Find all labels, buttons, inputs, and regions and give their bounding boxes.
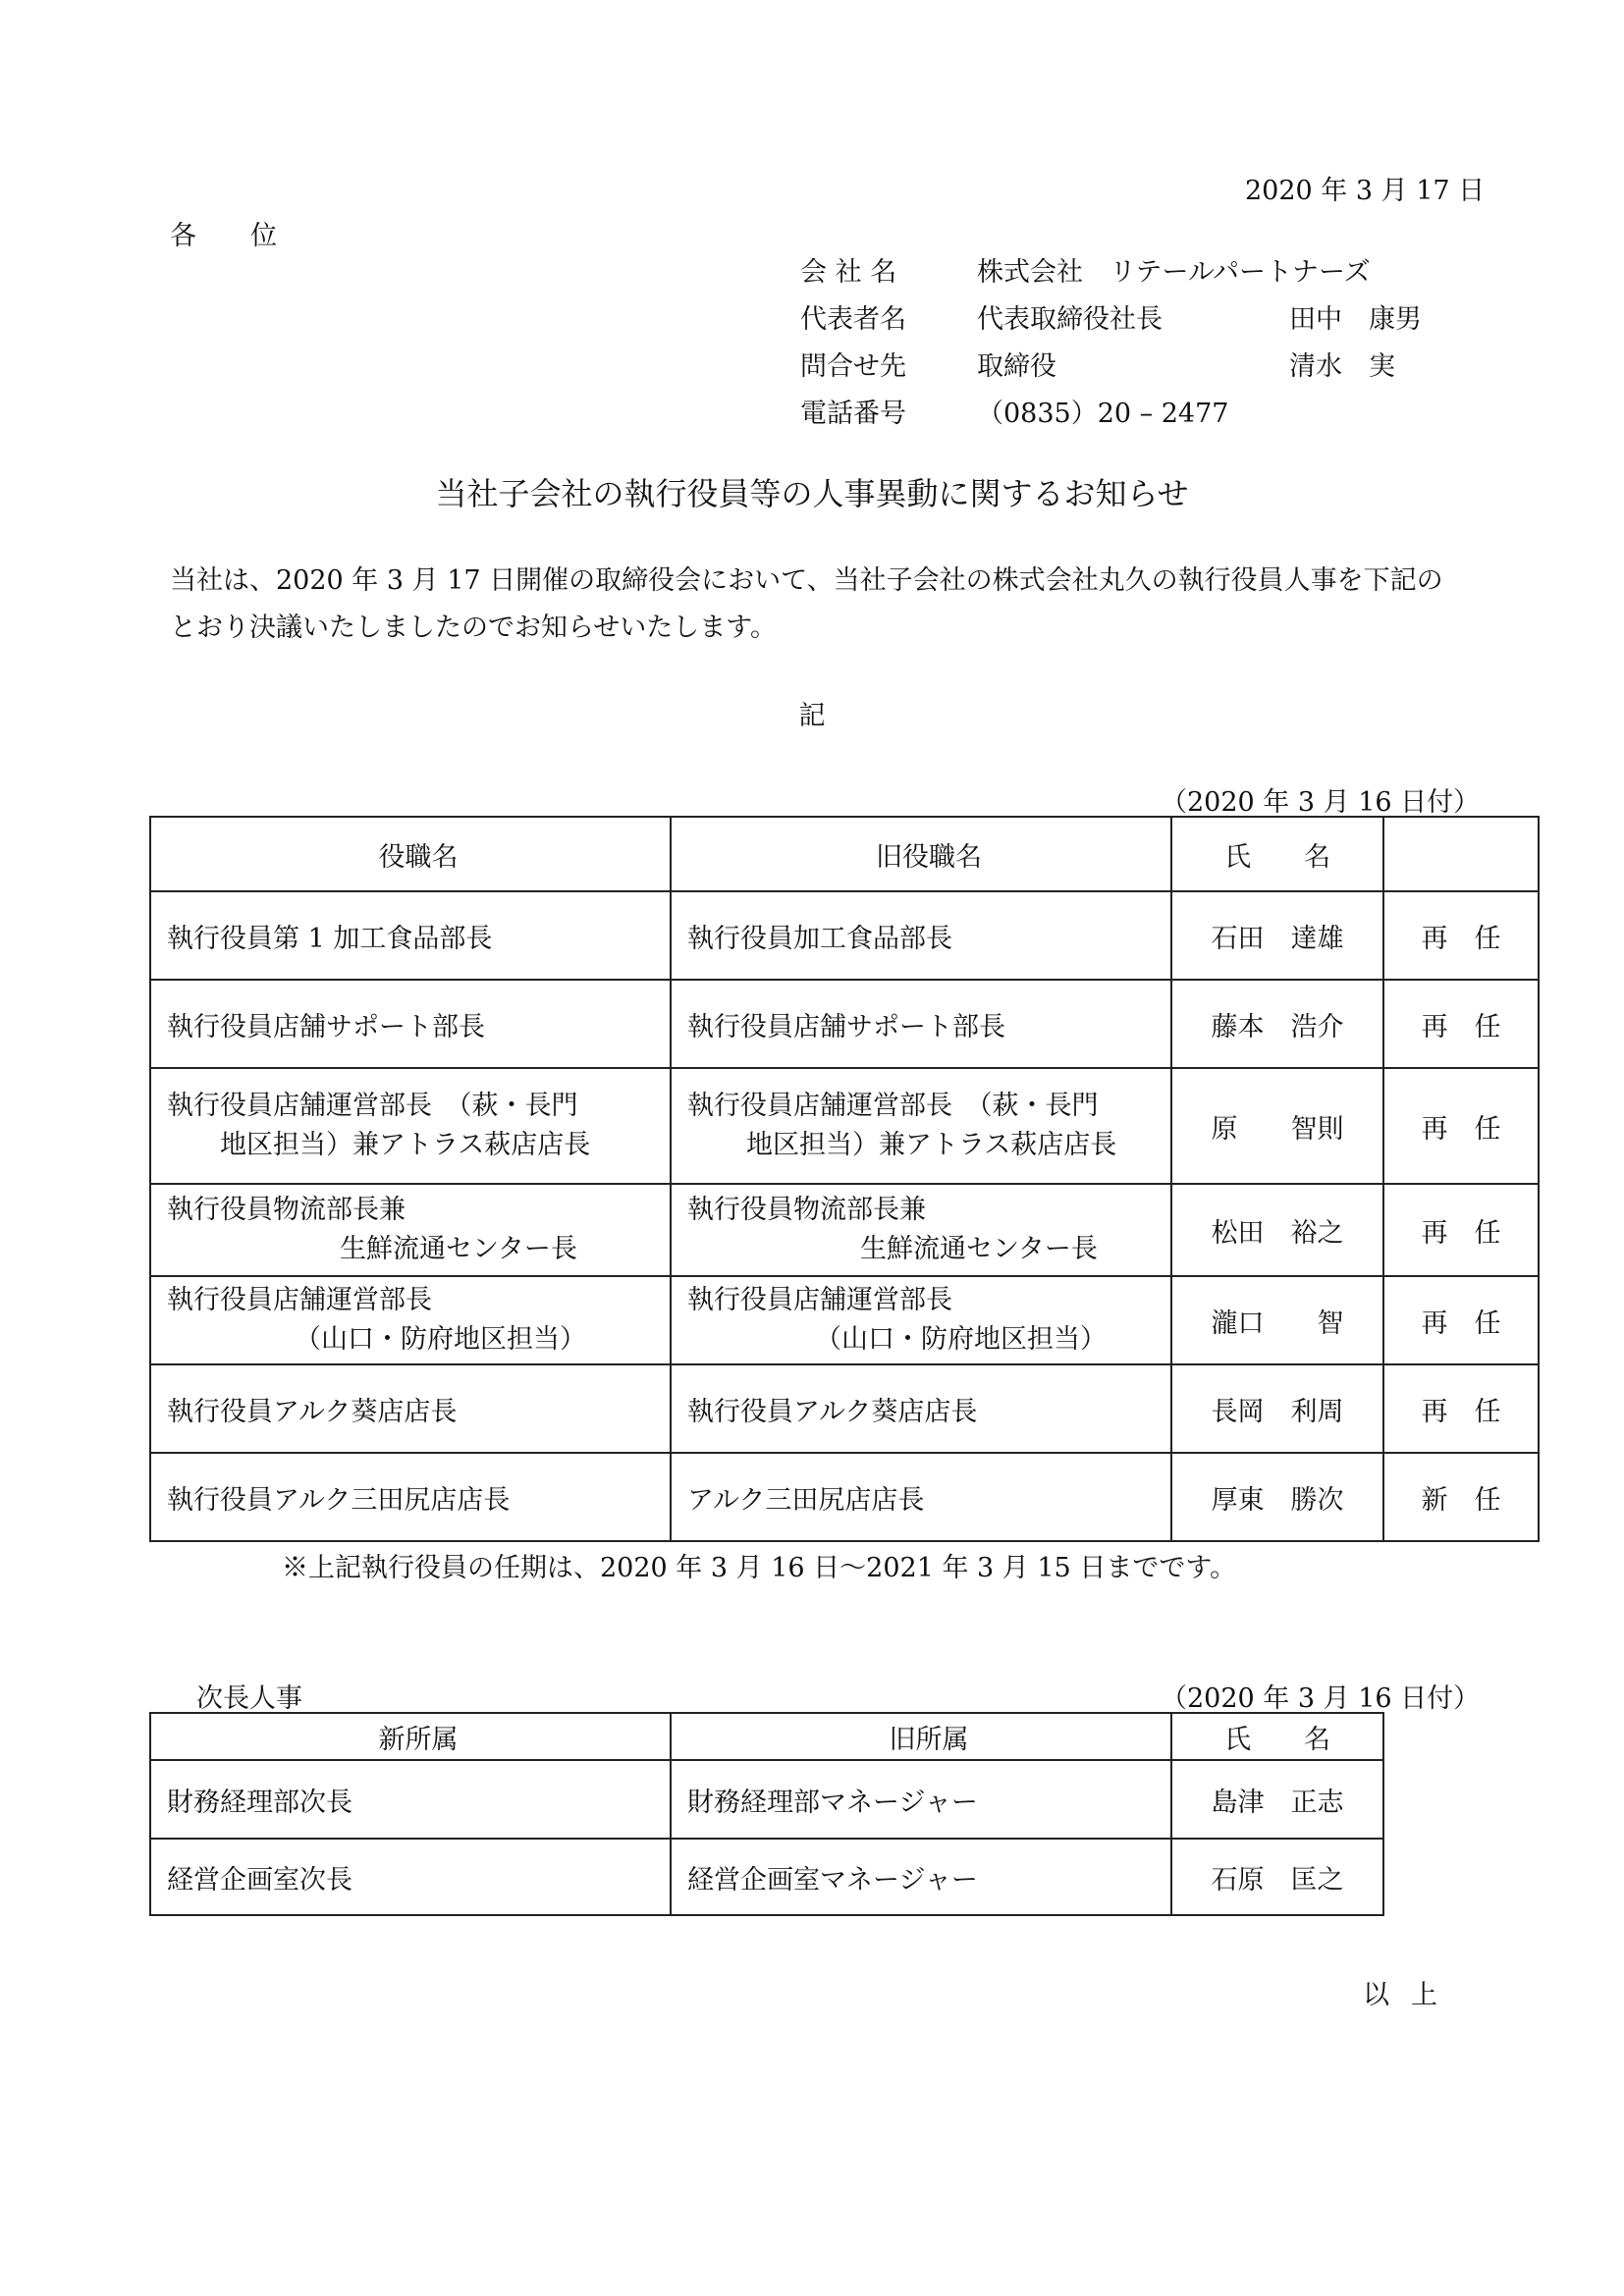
- company-info-row: [800, 345, 1468, 392]
- deputy-appointments-table: [149, 1712, 1384, 1916]
- old-position-line: 執行役員店舗運営部長: [687, 1285, 952, 1315]
- person-name: 石原 匡之: [1171, 1839, 1383, 1915]
- person-name: 長岡 利周: [1171, 1364, 1383, 1453]
- document-date: 2020 年 3 月 17 日: [1245, 176, 1486, 206]
- table-row: [150, 1068, 1539, 1184]
- company-info-value: 取締役: [977, 351, 1056, 382]
- company-info: [800, 250, 1468, 439]
- company-info-value: 代表取締役社長: [977, 304, 1163, 335]
- status: 再 任: [1383, 1364, 1539, 1453]
- table2-title: 次長人事: [196, 1683, 302, 1714]
- old-position-line: （山口・防府地区担当）: [815, 1324, 1107, 1355]
- table-row: [150, 980, 1539, 1068]
- company-info-value: （0835）20 – 2477: [977, 399, 1229, 429]
- company-info-key: 代表者名: [800, 304, 906, 335]
- company-info-key: 電話番号: [800, 399, 906, 429]
- status: 新 任: [1383, 1453, 1539, 1541]
- new-position: 執行役員アルク三田尻店店長: [150, 1453, 671, 1541]
- table-row: [150, 1364, 1539, 1453]
- table1-effective-date: （2020 年 3 月 16 日付）: [1161, 787, 1481, 818]
- ki-heading: 記: [798, 701, 826, 731]
- body-paragraph: 当社は、2020 年 3 月 17 日開催の取締役会において、当社子会社の株式会社丸久の執行役員人事を下記のとおり決議いたしましたのでお知らせいたします。: [170, 565, 1443, 643]
- old-position: 執行役員アルク葵店店長: [671, 1364, 1171, 1453]
- person-name: 厚東 勝次: [1171, 1453, 1383, 1541]
- table-row: [150, 1760, 1383, 1839]
- new-position: [150, 1068, 671, 1184]
- table-header-row: [150, 817, 1539, 891]
- status: 再 任: [1383, 1184, 1539, 1276]
- person-name: 島津 正志: [1171, 1760, 1383, 1839]
- term-note: ※上記執行役員の任期は、2020 年 3 月 16 日～2021 年 3 月 15 日までです。: [282, 1553, 1237, 1583]
- old-position-line: 地区担当）兼アトラス萩店店長: [746, 1130, 1117, 1160]
- closing-mark: 以上: [1363, 1980, 1459, 2010]
- old-dept: 経営企画室マネージャー: [671, 1839, 1171, 1915]
- header-old-dept: 旧所属: [671, 1713, 1171, 1760]
- old-position: アルク三田尻店店長: [671, 1453, 1171, 1541]
- new-position: [150, 1184, 671, 1276]
- company-info-person: 田中 康男: [1289, 304, 1422, 335]
- old-position: [671, 1276, 1171, 1364]
- company-info-value: 株式会社 リテールパートナーズ: [977, 257, 1371, 288]
- new-dept: 財務経理部次長: [150, 1760, 671, 1839]
- new-position-line: 生鮮流通センター長: [340, 1234, 577, 1264]
- old-position: [671, 1068, 1171, 1184]
- company-info-key: 問合せ先: [800, 351, 906, 382]
- company-info-row: [800, 392, 1468, 439]
- header-name: 氏 名: [1171, 817, 1383, 891]
- addressee: 各 位: [170, 221, 291, 251]
- table-row: [150, 1453, 1539, 1541]
- new-position: 執行役員アルク葵店店長: [150, 1364, 671, 1453]
- person-name: 松田 裕之: [1171, 1184, 1383, 1276]
- new-position-line: 執行役員物流部長兼: [167, 1195, 406, 1225]
- header-status: [1383, 817, 1539, 891]
- old-position-line: 執行役員物流部長兼: [687, 1195, 926, 1225]
- new-position-line: 執行役員店舗運営部長: [167, 1285, 432, 1315]
- company-info-row: [800, 297, 1468, 345]
- new-dept: 経営企画室次長: [150, 1839, 671, 1915]
- person-name: 瀧口 智: [1171, 1276, 1383, 1364]
- header-old-position: 旧役職名: [671, 817, 1171, 891]
- person-name: 藤本 浩介: [1171, 980, 1383, 1068]
- status: 再 任: [1383, 1276, 1539, 1364]
- document-title: 当社子会社の執行役員等の人事異動に関するお知らせ: [435, 475, 1189, 512]
- executive-appointments-table: [149, 816, 1540, 1542]
- table2-effective-date: （2020 年 3 月 16 日付）: [1161, 1683, 1481, 1714]
- new-position-line: 執行役員店舗運営部長 （萩・長門: [167, 1091, 578, 1121]
- old-position: 執行役員加工食品部長: [671, 891, 1171, 980]
- header-new-dept: 新所属: [150, 1713, 671, 1760]
- new-position-line: （山口・防府地区担当）: [295, 1324, 586, 1355]
- company-info-row: [800, 250, 1468, 297]
- table-row: [150, 1839, 1383, 1915]
- new-position: [150, 1276, 671, 1364]
- company-info-person: 清水 実: [1289, 351, 1395, 382]
- new-position-line: 地区担当）兼アトラス萩店店長: [220, 1130, 591, 1160]
- status: 再 任: [1383, 891, 1539, 980]
- header-new-position: 役職名: [150, 817, 671, 891]
- status: 再 任: [1383, 1068, 1539, 1184]
- old-position-line: 執行役員店舗運営部長 （萩・長門: [687, 1091, 1099, 1121]
- person-name: 原 智則: [1171, 1068, 1383, 1184]
- new-position: 執行役員第 1 加工食品部長: [150, 891, 671, 980]
- person-name: 石田 達雄: [1171, 891, 1383, 980]
- table-row: [150, 1184, 1539, 1276]
- old-dept: 財務経理部マネージャー: [671, 1760, 1171, 1839]
- old-position-line: 生鮮流通センター長: [860, 1234, 1098, 1264]
- table-row: [150, 891, 1539, 980]
- old-position: 執行役員店舗サポート部長: [671, 980, 1171, 1068]
- status: 再 任: [1383, 980, 1539, 1068]
- old-position: [671, 1184, 1171, 1276]
- table-header-row: [150, 1713, 1383, 1760]
- header-name: 氏 名: [1171, 1713, 1383, 1760]
- company-info-key: 会 社 名: [800, 257, 897, 288]
- new-position: 執行役員店舗サポート部長: [150, 980, 671, 1068]
- table-row: [150, 1276, 1539, 1364]
